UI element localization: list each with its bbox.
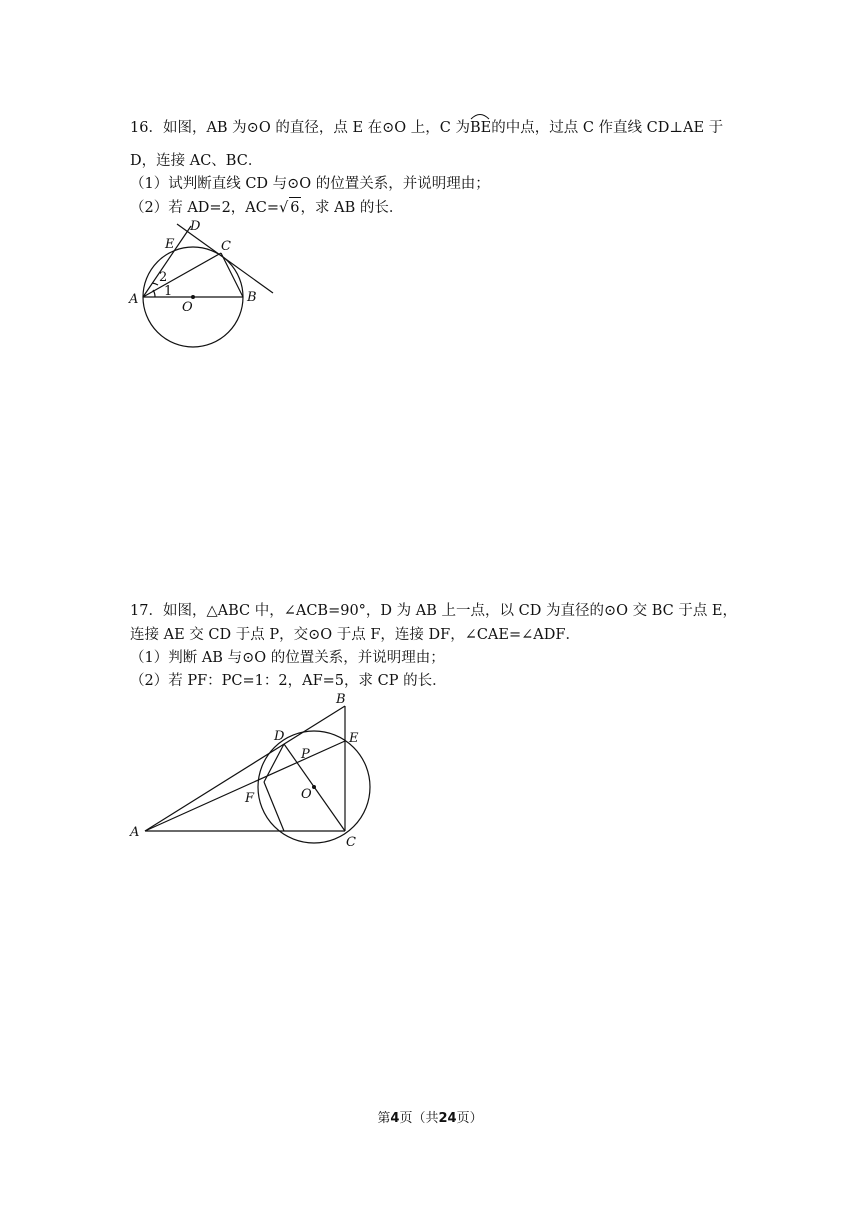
q17-label-o: O bbox=[301, 787, 312, 802]
q17-label-c: C bbox=[346, 835, 356, 850]
q16-text-line4: （2）若 AD=2，AC=√ 6，求 AB 的长． bbox=[130, 197, 403, 218]
q16-line-ac bbox=[143, 253, 221, 297]
q17-line-ab bbox=[145, 706, 345, 831]
q17-label-f: F bbox=[245, 791, 255, 806]
q16-line4-part-b: ，求 AB 的长． bbox=[300, 200, 404, 216]
q17-line-fc bbox=[264, 782, 284, 831]
q16-label-c: C bbox=[221, 239, 231, 254]
q16-text-line3: （1）试判断直线 CD 与⊙O 的位置关系，并说明理由； bbox=[130, 176, 490, 192]
q17-text-line2: 连接 AE 交 CD 于点 P，交⊙O 于点 F，连接 DF，∠CAE=∠ADF． bbox=[130, 627, 580, 643]
q17-label-e: E bbox=[349, 731, 359, 746]
q17-label-d: D bbox=[274, 729, 285, 744]
footer-prefix: 第 bbox=[377, 1111, 391, 1126]
footer-middle: 页（共 bbox=[399, 1111, 439, 1126]
q16-line4-part-a: （2）若 AD=2，AC= bbox=[130, 200, 280, 216]
q17-figure bbox=[125, 690, 385, 850]
q17-label-b: B bbox=[336, 692, 346, 707]
q16-label-2: 2 bbox=[159, 270, 168, 285]
q16-label-e: E bbox=[165, 237, 175, 252]
arc-be bbox=[470, 118, 491, 138]
q16-line1-part-b: 的中点，过点 C 作直线 CD⊥AE 于 bbox=[491, 120, 724, 136]
arc-label: BE bbox=[469, 120, 492, 136]
arc-mark-icon bbox=[470, 110, 490, 120]
q16-figure bbox=[125, 218, 285, 353]
footer-page-number: 4 bbox=[390, 1111, 400, 1126]
q17-label-a: A bbox=[130, 825, 140, 840]
q16-label-o: O bbox=[182, 300, 193, 315]
q16-line-bc bbox=[221, 253, 243, 297]
q17-label-p: P bbox=[301, 747, 310, 762]
q16-label-b: B bbox=[247, 290, 257, 305]
q16-text-line1 bbox=[130, 118, 723, 138]
footer-suffix: 页） bbox=[456, 1111, 483, 1126]
q16-label-1: 1 bbox=[164, 284, 173, 299]
q17-center-dot bbox=[312, 785, 316, 789]
q16-label-d: D bbox=[190, 219, 201, 234]
q16-label-a: A bbox=[129, 292, 139, 307]
q16-text-line2: D，连接 AC、BC． bbox=[130, 153, 263, 169]
q16-line1-part-a: 16．如图，AB 为⊙O 的直径，点 E 在⊙O 上，C 为 bbox=[130, 120, 470, 136]
q17-text-line4: （2）若 PF：PC=1：2，AF=5，求 CP 的长． bbox=[130, 673, 447, 689]
q16-tangent-cd bbox=[177, 224, 273, 293]
q16-angle2-arc bbox=[152, 283, 158, 285]
q17-text-line1: 17．如图，△ABC 中，∠ACB=90°，D 为 AB 上一点，以 CD 为直径的⊙O 交 BC 于点 E， bbox=[130, 603, 738, 619]
sqrt-radicand: 6 bbox=[289, 197, 300, 218]
footer-total-pages: 24 bbox=[438, 1111, 457, 1126]
q16-center-dot bbox=[191, 295, 195, 299]
page-footer bbox=[0, 1107, 860, 1126]
q17-text-line3: （1）判断 AB 与⊙O 的位置关系，并说明理由； bbox=[130, 650, 445, 666]
